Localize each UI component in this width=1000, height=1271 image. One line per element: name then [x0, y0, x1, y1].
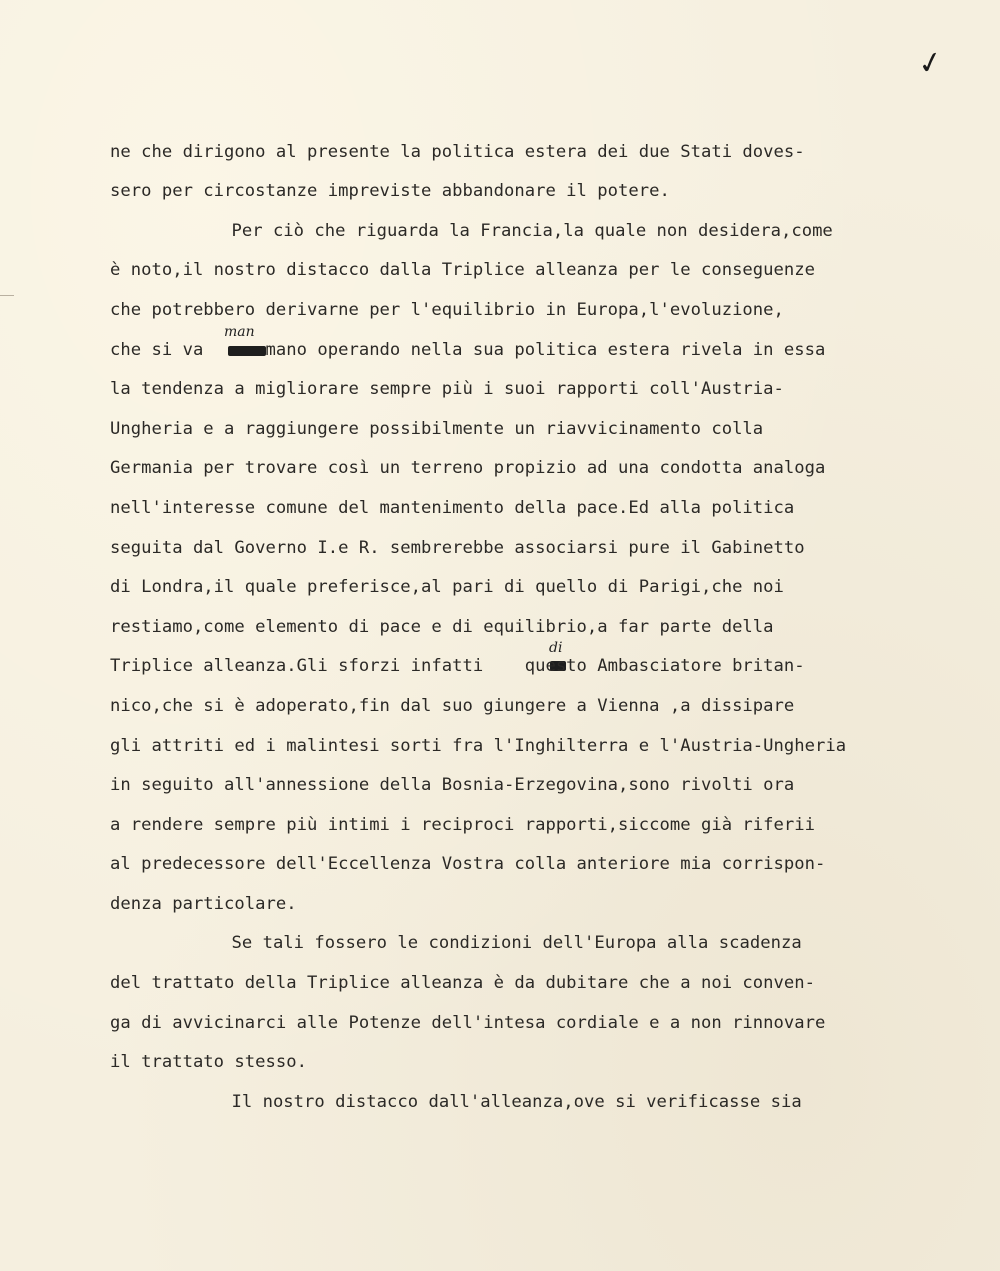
text-line-1: ne che dirigono al presente la politica estera dei due Stati doves- [110, 142, 805, 162]
text-line-13: restiamo,come elemento di pace e di equilibrio,a far parte della [110, 617, 774, 637]
text-line-9: Germania per trovare così un terreno propizio ad una condotta analoga [110, 458, 826, 478]
handwritten-insertion-man: man [224, 324, 255, 340]
text-line-19: al predecessore dell'Eccellenza Vostra colla anteriore mia corrispon- [110, 854, 826, 874]
text-line-10: nell'interesse comune del mantenimento della pace.Ed alla politica [110, 498, 795, 518]
text-line-6: che si va mano operando nella sua politica estera rivela in essa [110, 340, 826, 360]
text-line-23: ga di avvicinarci alle Potenze dell'intesa cordiale e a non rinnovare [110, 1013, 826, 1033]
text-line-4: è noto,il nostro distacco dalla Triplice alleanza per le conseguenze [110, 260, 816, 280]
text-line-20: denza particolare. [110, 894, 297, 914]
text-line-15: nico,che si è adoperato,fin dal suo giungere a Vienna ,a dissipare [110, 696, 795, 716]
text-line-5: che potrebbero derivarne per l'equilibrio in Europa,l'evoluzione, [110, 300, 784, 320]
text-line-2: sero per circostanze impreviste abbandonare il potere. [110, 181, 670, 201]
text-line-14: Triplice alleanza.Gli sforzi infatti questo Ambasciatore britan- [110, 656, 805, 676]
text-line-22: del trattato della Triplice alleanza è da dubitare che a noi conven- [110, 973, 816, 993]
text-line-8: Ungheria e a raggiungere possibilmente un riavvicinamento colla [110, 419, 764, 439]
text-line-18: a rendere sempre più intimi i reciproci rapporti,siccome già riferii [110, 815, 816, 835]
text-line-11: seguita dal Governo I.e R. sembrerebbe associarsi pure il Gabinetto [110, 538, 805, 558]
text-line-24: il trattato stesso. [110, 1052, 307, 1072]
text-line-3: Per ciò che riguarda la Francia,la quale non desidera,come [190, 221, 833, 241]
handwritten-insertion-di: di [549, 640, 563, 656]
text-line-12: di Londra,il quale preferisce,al pari di quello di Parigi,che noi [110, 577, 784, 597]
text-line-25: Il nostro distacco dall'alleanza,ove si verificasse sia [190, 1092, 802, 1112]
corner-check-mark: ✓ [914, 43, 947, 84]
text-line-7: la tendenza a migliorare sempre più i suoi rapporti coll'Austria- [110, 379, 784, 399]
text-line-16: gli attriti ed i malintesi sorti fra l'Inghilterra e l'Austria-Ungheria [110, 736, 847, 756]
text-line-17: in seguito all'annessione della Bosnia-Erzegovina,sono rivolti ora [110, 775, 795, 795]
text-line-21: Se tali fossero le condizioni dell'Europa alla scadenza [190, 933, 802, 953]
